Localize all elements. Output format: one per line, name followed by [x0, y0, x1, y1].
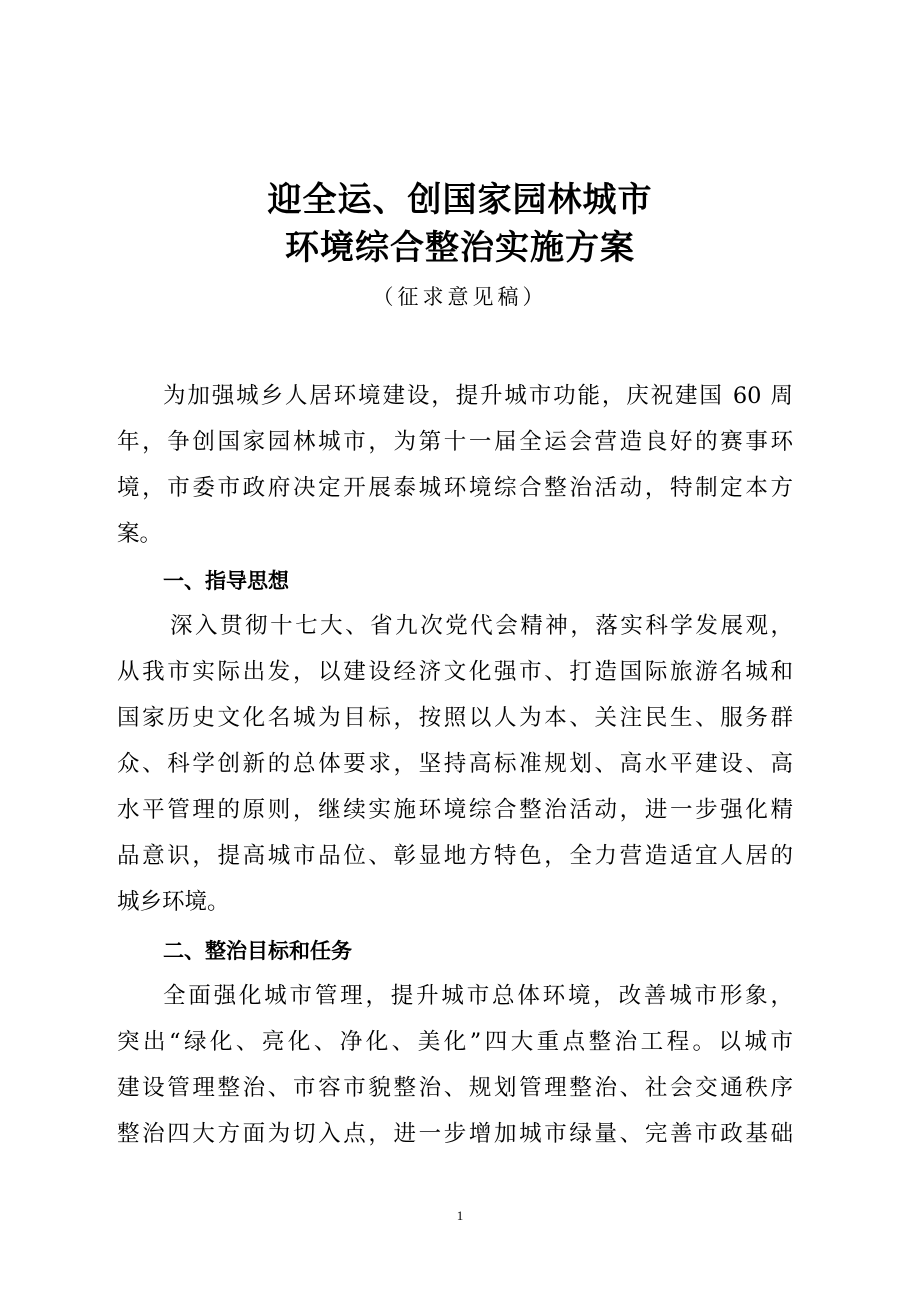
- section2-line: 全面强化城市管理，提升城市总体环境，改善城市形象，: [163, 983, 793, 1009]
- intro-line: 境，市委市政府决定开展泰城环境综合整治活动，特制定本方: [117, 475, 793, 501]
- section2-line: 突出“绿化、亮化、净化、美化”四大重点整治工程。以城市: [117, 1029, 793, 1055]
- intro-line: 年，争创国家园林城市，为第十一届全运会营造良好的赛事环: [117, 429, 793, 455]
- section1-line: 从我市实际出发，以建设经济文化强市、打造国际旅游名城和: [117, 659, 793, 685]
- document-title-line2: 环境综合整治实施方案: [285, 228, 635, 268]
- section-heading-goals-tasks: 二、整治目标和任务: [163, 939, 352, 963]
- section1-line: 品意识，提高城市品位、彰显地方特色，全力营造适宜人居的: [117, 843, 793, 869]
- document-subtitle: （征求意见稿）: [372, 285, 548, 309]
- section2-line: 整治四大方面为切入点，进一步增加城市绿量、完善市政基础: [117, 1121, 793, 1147]
- section1-line: 国家历史文化名城为目标，按照以人为本、关注民生、服务群: [117, 705, 793, 731]
- document-title-line1: 迎全运、创国家园林城市: [267, 180, 653, 220]
- section2-line: 建设管理整治、市容市貌整治、规划管理整治、社会交通秩序: [117, 1075, 793, 1101]
- section1-line: 众、科学创新的总体要求，坚持高标准规划、高水平建设、高: [117, 751, 793, 777]
- section1-line: 城乡环境。: [117, 889, 230, 915]
- section1-line: 深入贯彻十七大、省九次党代会精神，落实科学发展观，: [170, 613, 793, 639]
- page-number: 1: [456, 1208, 464, 1223]
- intro-line: 案。: [117, 521, 163, 547]
- intro-line: 为加强城乡人居环境建设，提升城市功能，庆祝建国 60 周: [163, 383, 793, 409]
- section1-line: 水平管理的原则，继续实施环境综合整治活动，进一步强化精: [117, 797, 793, 823]
- section-heading-guiding-ideology: 一、指导思想: [163, 569, 289, 593]
